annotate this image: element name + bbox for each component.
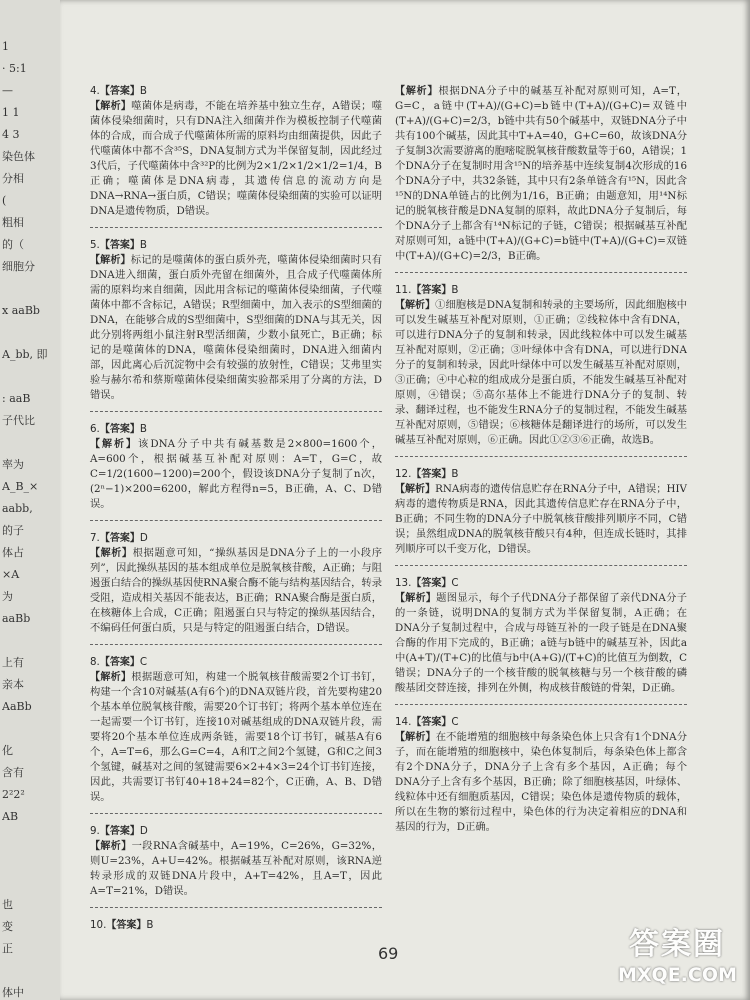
answer-item [90,422,382,512]
analysis-paragraph [90,670,382,805]
analysis-label: 【解析】 [90,672,132,683]
analysis-label: 【解析】 [90,255,131,266]
document-page [60,0,750,1000]
strip-fragment: 化 [2,744,13,757]
strip-fragment: 含有 [2,766,24,779]
question-number: 13. [395,577,412,589]
strip-fragment: A_B_× [2,480,39,493]
answer-item [395,467,687,557]
answer-value: B [139,239,147,251]
strip-fragment: 上有 [2,656,24,669]
strip-fragment: 的子 [2,524,24,537]
analysis-text: 在不能增殖的细胞核中每条染色体上只含有1个DNA分子，而在能增殖的细胞核中，染色体复制后，每条染色体上都含有2个DNA分子，DNA分子上含有多个基因，A正确；每个DNA分子上含有多个基因，B正确；除了细胞核基因，叶绿体、线粒体中还有细胞质基因，C错误；染色体是遗传物质的载体，所以在生物的繁衍过程中，染色体的行为决定着相应的DNA和基因的行为，D正确。 [395,731,687,833]
analysis-paragraph [90,437,382,512]
answer-item [90,918,382,933]
question-number: 11. [395,284,412,296]
strip-fragment: AaBb [2,700,32,713]
strip-fragment: 1 1 [2,106,20,119]
strip-fragment: 率为 [2,458,24,471]
strip-fragment: 子代比 [2,414,35,427]
answer-line [395,467,687,482]
analysis-text: 题图显示，每个子代DNA分子都保留了亲代DNA分子的一条链，说明DNA的复制方式为半保留复制，A正确；在DNA分子复制过程中，合成与母链互补的一段子链是在DNA聚合酶的作用下完成的，B正确；a链与b链中的碱基互补，因此a中(A+T)/(T+C)的比值与b中(A+G)/(T+C)的比值互为倒数，C错误；DNA分子的一个核苷酸的脱氧核糖与另一个核苷酸的磷酸基团交替连接，排列在外侧，构成核苷酸链的骨架，D正确。 [395,592,688,694]
answer-value: C [451,716,459,728]
strip-fragment: 2²2² [2,788,25,801]
answer-line [90,655,382,670]
page-number: 69 [378,944,399,963]
analysis-label: 【解析】 [90,101,132,112]
dashed-separator [395,565,687,566]
dashed-separator [90,520,382,521]
answer-line [395,715,687,730]
strip-fragment: 细胞分 [2,260,35,273]
strip-fragment: A_bb, 即 [2,348,48,361]
answer-label: 【答案】 [411,469,452,480]
dashed-separator [90,227,382,228]
adjacent-page-strip [0,0,62,1000]
analysis-text: 标记的是噬菌体的蛋白质外壳，噬菌体侵染细菌时只有DNA进入细菌，蛋白质外壳留在细菌外，且合成子代噬菌体所需的原料均来自细菌，因此用含标记的噬菌体侵染细菌，子代噬菌体中都不含标记，A错误；R型细菌中，加入表示的S型细菌的DNA，在能够合成的S型细菌中，S型细菌的DNA与其无关，因此分别将两组小鼠注射R型活细菌，少数小鼠死亡，B正确；标记的是噬菌体的DNA，噬菌体侵染细菌时，DNA进入细菌内部，因此离心后沉淀物中会有较强的放射性，C错误；艾弗里实验与赫尔希和蔡斯噬菌体侵染细菌实验都采用了分离的方法，D错误。 [90,254,383,401]
strip-fragment: 粗相 [2,216,24,229]
analysis-paragraph [395,482,687,557]
strip-fragment: ×A [2,568,20,581]
answer-item [395,84,687,264]
question-number: 12. [395,468,412,480]
dashed-separator [395,272,687,273]
analysis-paragraph [395,591,687,696]
answer-line [395,576,687,591]
question-number: 9. [90,825,100,837]
answer-label: 【答案】 [99,424,140,435]
answer-value: C [451,577,459,589]
answer-value: B [451,284,459,296]
watermark-top: 答案圈 [629,927,725,962]
answer-line [395,283,687,298]
right-column [395,84,687,843]
answer-item [90,655,382,805]
strip-fragment: 也 [2,898,13,911]
answer-value: C [139,656,148,668]
dashed-separator [90,813,382,814]
answer-label: 【答案】 [411,578,452,589]
analysis-label: 【解析】 [395,86,439,97]
question-number: 14. [395,716,412,728]
answer-label: 【答案】 [99,657,140,668]
watermark-logo [618,926,736,992]
answer-item [90,84,382,219]
strip-fragment: 染色体 [2,150,35,163]
strip-fragment: · 5:1 [2,62,27,75]
answer-item [395,576,687,696]
strip-fragment: 4 3 [2,128,20,141]
question-number: 10. [90,919,107,931]
analysis-text: 根据题意可知，“操纵基因是DNA分子上的一小段序列”，因此操纵基因的基本组成单位是脱氧核苷酸，A正确；与阻遏蛋白结合的操纵基因使RNA聚合酶不能与结构基因结合，转录受阻，造成相关基因不能表达，B正确；RNA聚合酶是蛋白质，在核糖体上合成，C正确；阻遏蛋白只与特定的操纵基因结合，不编码任何蛋白质，只是与特定的阻遏蛋白结合，D错误。 [90,547,382,634]
analysis-text: 根据题意可知，构建一个脱氧核苷酸需要2个订书钉，构建一个含10对碱基(A有6个)的DNA双链片段，首先要构建20个基本单位脱氧核苷酸，需要20个订书钉；将两个基本单位连在一起需要一个订书钉，连接10对碱基组成的DNA双链片段，需要将20个基本单位连成两条链，需要18个订书钉，碱基A有6个，A=T=6，那么G=C=4，A和T之间2个氢键，G和C之间3个氢键，碱基对之间的氢键需要6×2+4×3=24个订书钉连接，因此，共需要订书钉40+18+24=82个，C正确，A、B、D错误。 [90,671,382,803]
answer-line [90,422,382,437]
answer-item [395,715,687,835]
analysis-paragraph [90,839,382,899]
dashed-separator [90,644,382,645]
answer-label: 【答案】 [99,86,140,97]
watermark-bottom: MXQE.COM [618,964,737,986]
strip-fragment: 的（ [2,238,24,251]
analysis-label: 【解析】 [395,484,436,495]
analysis-text: RNA病毒的遗传信息贮存在RNA分子中，A错误；HIV病毒的遗传物质是RNA，因此其遗传信息贮存在RNA分子中，B正确；不同生物的DNA分子中脱氧核苷酸排列顺序不同，C错误；虽然组成DNA的脱氧核苷酸只有4种，但连成长链时，其排列顺序可以千变万化，D错误。 [395,483,687,555]
analysis-label: 【解析】 [90,439,139,450]
analysis-paragraph [90,99,382,219]
answer-label: 【答案】 [99,826,140,837]
question-number: 7. [90,532,100,544]
answer-line [90,918,382,933]
strip-fragment: ( [2,194,7,207]
analysis-paragraph [395,84,687,264]
strip-fragment: — [2,84,13,97]
analysis-text: 一段RNA含碱基中，A=19%，C=26%，G=32%，则U=23%，A+U=42%。根据碱基互补配对原则，该RNA逆转录形成的双链DNA片段中，A+T=42%，且A=T，因此A=T=21%，D错误。 [90,840,383,897]
dashed-separator [395,704,687,705]
analysis-paragraph [395,298,687,448]
strip-fragment: x aaBb [2,304,40,317]
strip-fragment: 1 [2,40,9,53]
answer-value: D [139,532,148,544]
question-number: 4. [90,85,100,97]
answer-item [90,531,382,636]
answer-value: B [451,468,459,480]
analysis-paragraph [395,730,687,835]
left-column [90,84,382,941]
answer-label: 【答案】 [106,920,147,931]
answer-label: 【答案】 [411,285,452,296]
analysis-text: 根据DNA分子中的碱基互补配对原则可知，A=T，G=C，a链中(T+A)/(G+C)=b链中(T+A)/(G+C)=双链中(T+A)/(G+C)=2/3，b链中共有50个碱基中，双链DNA分子中共有100个碱基，因此其中T+A=40，G+C=60，故该DNA分子复制3次需要游离的胞嘧啶脱氧核苷酸数量等于60，A错误；1个DNA分子在复制时用含¹⁵N的培养基中连续复制4次形成的16个DNA分子中，共32条链，其中只有2条单链含有¹⁵N，因此含¹⁵N的DNA单链占的比例为1/16，B正确；由题意知，用¹⁴N标记的脱氧核苷酸是DNA复制的原料，故此DNA分子复制后，每个DNA分子上都含有¹⁴N标记的子链，C错误；根据碱基互补配对原则可知，a链中(T+A)/(G+C)=b链中(T+A)/(G+C)=双链中(T+A)/(G+C)=2/3，B正确。 [395,85,687,262]
analysis-label: 【解析】 [395,732,436,743]
analysis-text: 该DNA分子中共有碱基数是2×800=1600个，A=600个，根据碱基互补配对原则：A=T，G=C，故C=1/2(1600−1200)=200个，假设该DNA分子复制了n次，(2ⁿ−1)×200=6200，解此方程得n=5，B正确，A、C、D错误。 [90,438,382,510]
answer-value: B [139,423,147,435]
analysis-label: 【解析】 [90,841,132,852]
strip-fragment: 为 [2,590,13,603]
answer-item [90,238,382,403]
strip-fragment: 亲本 [2,678,24,691]
answer-label: 【答案】 [411,717,452,728]
answer-value: D [139,825,148,837]
analysis-label: 【解析】 [90,548,133,559]
strip-fragment: 体占 [2,546,24,559]
answer-line [90,824,382,839]
answer-label: 【答案】 [99,533,140,544]
analysis-label: 【解析】 [395,593,437,604]
question-number: 5. [90,239,100,251]
answer-value: B [146,919,154,931]
analysis-paragraph [90,546,382,636]
strip-fragment: AB [2,810,19,823]
question-number: 8. [90,656,100,668]
dashed-separator [90,907,382,908]
answer-item [395,283,687,448]
answer-label: 【答案】 [99,240,140,251]
strip-fragment: : aaB [2,392,31,405]
strip-fragment: 变 [2,920,13,933]
answer-value: B [139,85,147,97]
analysis-text: ①细胞核是DNA复制和转录的主要场所，因此细胞核中可以发生碱基互补配对原则，①正确；②线粒体中含有DNA，可以进行DNA分子的复制和转录，因此线粒体中可以发生碱基互补配对原则，②正确；③叶绿体中含有DNA，可以进行DNA分子的复制和转录，因此叶绿体中可以发生碱基互补配对原则，③正确；④中心粒的组成成分是蛋白质，不能发生碱基互补配对原则，④错误；⑤高尔基体上不能进行DNA分子的复制、转录、翻译过程，也不能发生RNA分子的复制过程，不能发生碱基互补配对原则，⑤错误；⑥核糖体是翻译进行的场所，可以发生碱基互补配对原则，⑥正确。因此①②③⑥正确，故选B。 [395,299,688,446]
strip-fragment: 正 [2,942,13,955]
answer-line [90,238,382,253]
analysis-label: 【解析】 [395,300,436,311]
question-number: 6. [90,423,100,435]
answer-item [90,824,382,899]
strip-fragment: aabb, [2,502,33,515]
dashed-separator [395,456,687,457]
strip-fragment: aaBb [2,612,31,625]
strip-fragment: 体中 [2,986,24,999]
analysis-paragraph [90,253,382,403]
answer-line [90,84,382,99]
answer-line [90,531,382,546]
analysis-text: 噬菌体是病毒，不能在培养基中独立生存，A错误；噬菌体侵染细菌时，只有DNA注入细菌并作为模板控制子代噬菌体的合成，而合成子代噬菌体所需的原料均由细菌提供，因此子代噬菌体中都不含³⁵S，DNA复制方式为半保留复制，因此经过3代后，子代噬菌体中含³²P的比例为2×1/2×1/2×1/2=1/4，B正确；噬菌体是DNA病毒，其遗传信息的流动方向是DNA→RNA→蛋白质，C错误；噬菌体侵染细菌的实验可以证明DNA是遗传物质，D错误。 [90,100,383,217]
strip-fragment: 分相 [2,172,24,185]
dashed-separator [90,411,382,412]
